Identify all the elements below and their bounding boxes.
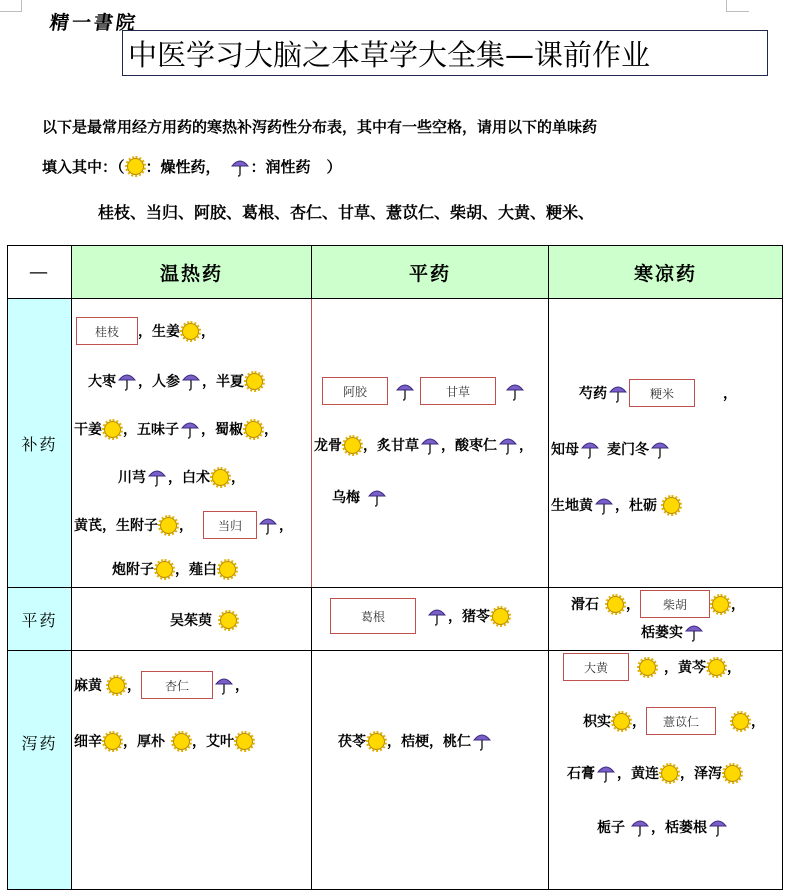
moist-label: ：润性药 bbox=[250, 158, 311, 176]
herb-text: ，桔梗，桃仁 bbox=[387, 734, 471, 750]
answer-box[interactable]: 甘草 bbox=[420, 377, 496, 405]
sun-icon bbox=[724, 765, 741, 782]
herb-text: ，酸枣仁 bbox=[441, 438, 497, 454]
umbrella-icon bbox=[631, 817, 649, 837]
herb-text: 吴茱萸 bbox=[170, 613, 212, 629]
herb-text: ， bbox=[731, 597, 745, 613]
herb-text: 生地黄 bbox=[551, 498, 593, 514]
cell-purge-cold bbox=[549, 651, 783, 890]
umbrella-icon bbox=[421, 435, 439, 455]
cell-tonify-warm bbox=[72, 299, 312, 588]
sun-icon bbox=[661, 765, 678, 782]
answer-box[interactable]: 大黄 bbox=[563, 653, 629, 681]
cell-tonify-cold bbox=[549, 299, 783, 588]
umbrella-icon bbox=[396, 381, 414, 401]
herb-text: ，艾叶 bbox=[192, 734, 234, 750]
sun-icon bbox=[368, 733, 385, 750]
herb-text: ，黄芩 bbox=[664, 660, 706, 676]
umbrella-icon bbox=[182, 371, 200, 391]
herb-text: 乌梅 bbox=[332, 490, 360, 506]
sun-icon bbox=[607, 596, 624, 613]
herb-text: ， bbox=[751, 714, 765, 730]
umbrella-icon bbox=[609, 383, 627, 403]
umbrella-icon bbox=[685, 622, 703, 642]
sun-icon bbox=[639, 659, 656, 676]
umbrella-icon bbox=[651, 439, 669, 459]
herb-text: ，生姜 bbox=[138, 324, 180, 340]
herb-text: ，人参 bbox=[138, 374, 180, 390]
herb-text: 知母 bbox=[551, 442, 579, 458]
herb-text: 川芎 bbox=[118, 470, 146, 486]
answer-box[interactable]: 阿胶 bbox=[322, 377, 388, 405]
sun-icon bbox=[160, 517, 177, 534]
herb-text: ，薤白 bbox=[175, 562, 217, 578]
herb-text: ， bbox=[231, 470, 245, 486]
herb-text: ， bbox=[626, 597, 640, 613]
logo: 精一書院 bbox=[48, 12, 140, 34]
sun-icon bbox=[127, 158, 144, 175]
herb-text: 炮附子 bbox=[112, 562, 154, 578]
herb-text: ， bbox=[632, 714, 646, 730]
herb-text: 茯苓 bbox=[338, 734, 366, 750]
dry-label: ：燥性药， bbox=[145, 158, 221, 176]
herb-property-table bbox=[7, 245, 783, 890]
cell-neutral-cold bbox=[549, 588, 783, 651]
umbrella-icon bbox=[259, 515, 277, 535]
umbrella-icon bbox=[231, 157, 249, 177]
herb-text: ，炙甘草 bbox=[363, 438, 419, 454]
row-header-neutral: 平药 bbox=[8, 588, 72, 651]
herb-text: ，黄连 bbox=[617, 766, 659, 782]
herb-text: ， bbox=[519, 438, 533, 454]
herb-text: ，蜀椒 bbox=[201, 422, 243, 438]
answer-box[interactable]: 当归 bbox=[203, 511, 257, 539]
herb-text: 龙骨 bbox=[314, 438, 342, 454]
umbrella-icon bbox=[506, 381, 524, 401]
sun-icon bbox=[663, 497, 680, 514]
cell-tonify-neutral bbox=[312, 299, 549, 588]
sun-icon bbox=[104, 421, 121, 438]
umbrella-icon bbox=[597, 763, 615, 783]
umbrella-icon bbox=[181, 419, 199, 439]
sun-icon bbox=[245, 421, 262, 438]
answer-box[interactable]: 桂枝 bbox=[76, 317, 138, 345]
herb-text: 石膏 bbox=[567, 766, 595, 782]
umbrella-icon bbox=[215, 675, 233, 695]
herb-text: 栝蒌实 bbox=[641, 625, 683, 641]
herb-text: 麦门冬 bbox=[607, 442, 649, 458]
col-header-warm: 温热药 bbox=[72, 246, 312, 299]
sun-icon bbox=[219, 561, 236, 578]
sun-icon bbox=[732, 713, 749, 730]
herb-text: ， bbox=[723, 386, 737, 402]
umbrella-icon bbox=[709, 817, 727, 837]
answer-box[interactable]: 杏仁 bbox=[141, 671, 213, 699]
intro-prefix: 填入其中：（ bbox=[42, 158, 125, 176]
crop-mark-left bbox=[0, 0, 22, 12]
herb-text: 栀子 bbox=[597, 820, 625, 836]
herb-text: ，半夏 bbox=[202, 374, 244, 390]
herb-text: 大枣 bbox=[88, 374, 116, 390]
herb-text: ，白术 bbox=[168, 470, 210, 486]
sun-icon bbox=[708, 659, 725, 676]
sun-icon bbox=[212, 469, 229, 486]
answer-box[interactable]: 薏苡仁 bbox=[646, 707, 716, 735]
umbrella-icon bbox=[499, 435, 517, 455]
umbrella-icon bbox=[368, 487, 386, 507]
intro-line-1: 以下是最常用经方用药的寒热补泻药性分布表，其中有一些空格，请用以下的单味药 bbox=[42, 118, 598, 136]
cell-neutral-warm bbox=[72, 588, 312, 651]
umbrella-icon bbox=[428, 606, 446, 626]
herb-text: 滑石 bbox=[571, 597, 599, 613]
cell-purge-neutral bbox=[312, 651, 549, 890]
herb-list: 桂枝、当归、阿胶、葛根、杏仁、甘草、薏苡仁、柴胡、大黄、粳米、 bbox=[98, 203, 595, 222]
umbrella-icon bbox=[148, 467, 166, 487]
col-header-neutral: 平药 bbox=[312, 246, 549, 299]
sun-icon bbox=[236, 733, 253, 750]
herb-text: ，栝蒌根 bbox=[651, 820, 707, 836]
herb-text: ， bbox=[727, 660, 741, 676]
herb-text: ，泽泻 bbox=[680, 766, 722, 782]
herb-text: 麻黄 bbox=[74, 678, 102, 694]
herb-text: ，猪苓 bbox=[448, 609, 490, 625]
answer-box[interactable]: 粳米 bbox=[629, 379, 695, 407]
sun-icon bbox=[712, 596, 729, 613]
sun-icon bbox=[173, 733, 190, 750]
herb-text: ， bbox=[279, 518, 293, 534]
herb-text: ，厚朴 bbox=[123, 734, 165, 750]
herb-text: 枳实 bbox=[583, 714, 611, 730]
umbrella-icon bbox=[118, 371, 136, 391]
herb-text: ，五味子 bbox=[123, 422, 179, 438]
cell-purge-warm bbox=[72, 651, 312, 890]
row-header-tonify: 补药 bbox=[8, 299, 72, 588]
sun-icon bbox=[156, 561, 173, 578]
umbrella-icon bbox=[595, 495, 613, 515]
herb-text: ， bbox=[264, 422, 278, 438]
herb-text: ， bbox=[179, 518, 193, 534]
sun-icon bbox=[220, 612, 237, 629]
umbrella-icon bbox=[473, 731, 491, 751]
herb-text: 干姜 bbox=[74, 422, 102, 438]
answer-box[interactable]: 葛根 bbox=[330, 598, 416, 634]
sun-icon bbox=[246, 373, 263, 390]
herb-text: 黄芪，生附子 bbox=[74, 518, 158, 534]
row-header-purge: 泻药 bbox=[8, 651, 72, 890]
page-title: 中医学习大脑之本草学大全集—课前作业 bbox=[122, 30, 768, 76]
herb-text: ，杜砺 bbox=[615, 498, 657, 514]
col-header-cold: 寒凉药 bbox=[549, 246, 783, 299]
sun-icon bbox=[104, 733, 121, 750]
herb-text: ， bbox=[127, 678, 141, 694]
sun-icon bbox=[182, 323, 199, 340]
sun-icon bbox=[344, 437, 361, 454]
answer-box[interactable]: 柴胡 bbox=[640, 590, 710, 618]
herb-text: ， bbox=[201, 324, 215, 340]
herb-text: ， bbox=[235, 678, 249, 694]
herb-text: 细辛 bbox=[74, 734, 102, 750]
umbrella-icon bbox=[581, 439, 599, 459]
intro-suffix: ） bbox=[326, 158, 342, 176]
sun-icon bbox=[492, 608, 509, 625]
sun-icon bbox=[108, 677, 125, 694]
table-corner: — bbox=[8, 246, 72, 299]
herb-text: 芍药 bbox=[579, 386, 607, 402]
crop-mark-right bbox=[726, 0, 749, 12]
cell-neutral-neutral bbox=[312, 588, 549, 651]
intro-line-2 bbox=[42, 156, 342, 177]
sun-icon bbox=[613, 713, 630, 730]
